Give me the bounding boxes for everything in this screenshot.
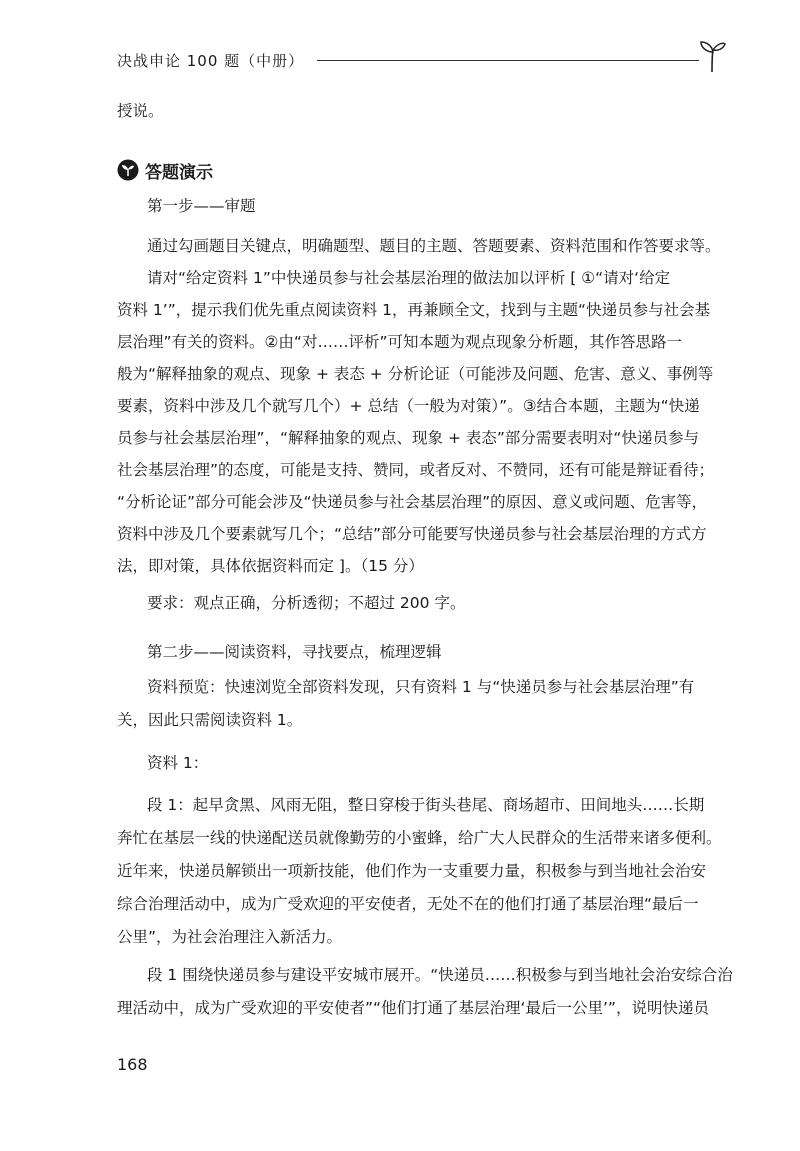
analysis-line: 社会基层治理”的态度，可能是支持、赞同，或者反对、不赞同，还有可能是辩证看待； (117, 461, 715, 479)
header-rule (317, 60, 699, 61)
sprout-icon (117, 159, 139, 181)
running-header (117, 38, 727, 82)
analysis-line: 员参与社会基层治理”，“解释抽象的观点、现象 + 表态”部分需要表明对“快递员参与 (117, 429, 699, 447)
sprout-leaf-icon (697, 38, 727, 74)
section-heading (117, 155, 213, 185)
analysis-line: 资料 1’”，提示我们优先重点阅读资料 1，再兼顾全文，找到与主题“快递员参与社会基 (117, 301, 711, 319)
requirement-text: 要求：观点正确，分析透彻；不超过 200 字。 (147, 594, 466, 612)
analysis-line: 要素，资料中涉及几个就写几个）+ 总结（一般为对策）”。③结合本题，主题为“快递 (117, 397, 700, 415)
section-title: 答题演示 (145, 162, 213, 183)
analysis-line: “分析论证”部分可能会涉及“快递员参与社会基层治理”的原因、意义或问题、危害等， (117, 493, 708, 511)
intro-paragraph: 通过勾画题目关键点，明确题型、题目的主题、答题要素、资料范围和作答要求等。 (147, 237, 721, 255)
analysis-line: 法，即对策，具体依据资料而定 ]。（15 分） (117, 557, 424, 575)
analysis-line: 般为“解释抽象的观点、现象 + 表态 + 分析论证（可能涉及问题、危害、意义、事例等 (117, 365, 714, 383)
preview-line: 资料预览：快速浏览全部资料发现，只有资料 1 与“快递员参与社会基层治理”有 (147, 678, 695, 696)
page-number: 168 (117, 1055, 148, 1074)
material-label: 资料 1： (147, 754, 209, 772)
material-line: 公里”，为社会治理注入新活力。 (117, 928, 343, 946)
continuation-text: 授说。 (117, 102, 164, 120)
material-line: 近年来，快递员解锁出一项新技能，他们作为一支重要力量，积极参与到当地社会治安 (117, 862, 707, 880)
analysis-line: 层治理”有关的资料。②由“对……评析”可知本题为观点现象分析题，其作答思路一 (117, 333, 682, 351)
para-analysis-line: 段 1 围绕快递员参与建设平安城市展开。“快递员……积极参与到当地社会治安综合治 (147, 966, 733, 984)
preview-line: 关，因此只需阅读资料 1。 (117, 711, 303, 729)
analysis-line: 资料中涉及几个要素就写几个；“总结”部分可能要写快递员参与社会基层治理的方式方 (117, 525, 707, 543)
analysis-line: 请对“给定资料 1”中快递员参与社会基层治理的做法加以评析 [ ①“请对‘给定 (147, 269, 671, 287)
material-line: 综合治理活动中，成为广受欢迎的平安使者，无处不在的他们打通了基层治理“最后一 (117, 895, 699, 913)
step1-title: 第一步——审题 (147, 197, 256, 215)
material-line: 奔忙在基层一线的快递配送员就像勤劳的小蜜蜂，给广大人民群众的生活带来诸多便利。 (117, 829, 722, 847)
para-analysis-line: 理活动中，成为广受欢迎的平安使者”“他们打通了基层治理‘最后一公里’”，说明快递员 (117, 999, 709, 1017)
material-line: 段 1：起早贪黑、风雨无阻，整日穿梭于街头巷尾、商场超市、田间地头……长期 (147, 796, 705, 814)
step2-title: 第二步——阅读资料，寻找要点，梳理逻辑 (147, 643, 442, 661)
header-title: 决战申论 100 题（中册） (117, 52, 305, 70)
